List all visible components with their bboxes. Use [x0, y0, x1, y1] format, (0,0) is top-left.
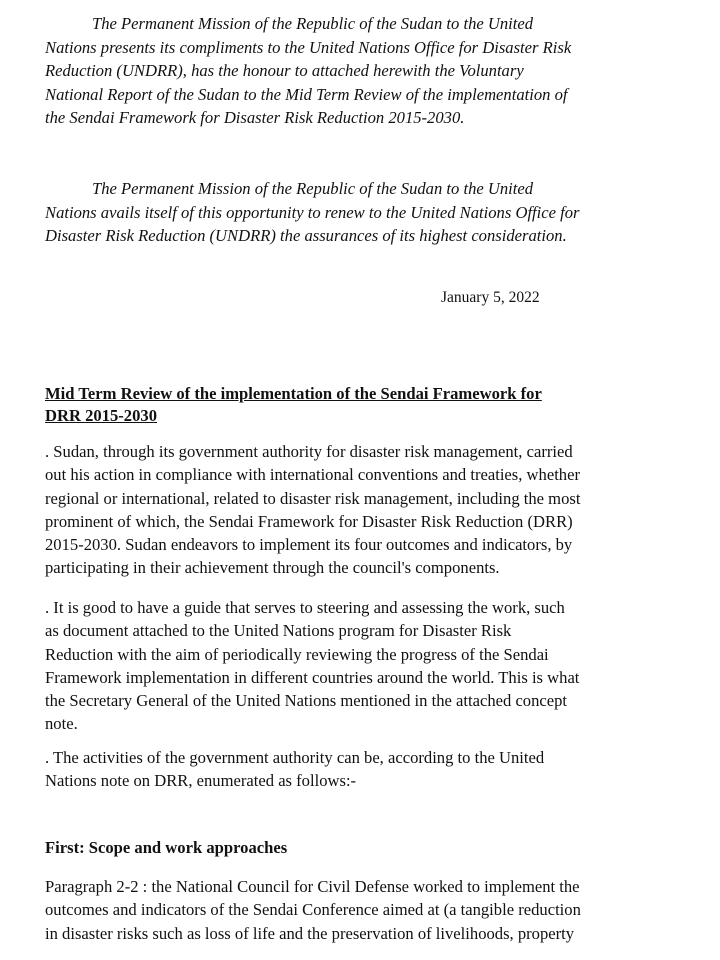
report-paragraph-3 — [45, 746, 685, 793]
text-line: Reduction with the aim of periodically reviewing the progress of the Sendai — [45, 644, 549, 664]
text-line: Paragraph 2-2 : the National Council for Civil Defense worked to implement the — [45, 877, 580, 896]
text-line: Framework implementation in different countries around the world. This is what — [45, 667, 580, 687]
text-line: Disaster Risk Reduction (UNDRR) the assurances of its highest consideration. — [45, 226, 567, 245]
text-line: as document attached to the United Nations program for Disaster Risk — [45, 621, 512, 641]
text-line: . It is good to have a guide that serves to steering and assessing the work, such — [45, 598, 565, 617]
section-subheading: First: Scope and work approaches — [45, 838, 288, 857]
report-paragraph-2 — [45, 596, 685, 736]
report-heading — [45, 383, 542, 427]
text-line: 2015-2030. Sudan endeavors to implement its four outcomes and indicators, by — [45, 535, 573, 555]
text-line: out his action in compliance with international conventions and treaties, whether — [45, 465, 580, 485]
text-line: note. — [45, 714, 78, 734]
heading-line: DRR 2015-2030 — [45, 406, 157, 425]
text-line: Reduction (UNDRR), has the honour to attached herewith the Voluntary — [45, 61, 524, 80]
text-line: prominent of which, the Sendai Framework for Disaster Risk Reduction (DRR) — [45, 511, 573, 531]
note-paragraph-2 — [45, 177, 665, 248]
text-line: The Permanent Mission of the Republic of the Sudan to the United — [92, 179, 534, 198]
text-line: Nations note on DRR, enumerated as follows:- — [45, 771, 357, 791]
heading-line: Mid Term Review of the implementation of the Sendai Framework for — [45, 384, 542, 403]
text-line: participating in their achievement through the council's components. — [45, 558, 500, 578]
text-line: Nations avails itself of this opportunity to renew to the United Nations Office for — [45, 202, 580, 222]
note-paragraph-1 — [45, 12, 665, 130]
report-paragraph-1 — [45, 440, 685, 580]
text-line: the Sendai Framework for Disaster Risk Reduction 2015-2030. — [45, 108, 465, 127]
text-line: Nations presents its compliments to the United Nations Office for Disaster Risk — [45, 37, 572, 57]
report-paragraph-4 — [45, 875, 685, 945]
text-line: outcomes and indicators of the Sendai Conference aimed at (a tangible reduction — [45, 900, 581, 920]
text-line: National Report of the Sudan to the Mid Term Review of the implementation of — [45, 84, 568, 104]
text-line: . Sudan, through its government authority for disaster risk management, carried — [45, 442, 573, 461]
text-line: regional or international, related to disaster risk management, including the most — [45, 488, 581, 508]
text-line: The Permanent Mission of the Republic of the Sudan to the United — [92, 14, 534, 33]
note-date: January 5, 2022 — [441, 289, 540, 306]
text-line: in disaster risks such as loss of life and the preservation of livelihoods, property — [45, 923, 575, 943]
text-line: . The activities of the government authority can be, according to the United — [45, 748, 545, 767]
text-line: the Secretary General of the United Nations mentioned in the attached concept — [45, 691, 568, 711]
